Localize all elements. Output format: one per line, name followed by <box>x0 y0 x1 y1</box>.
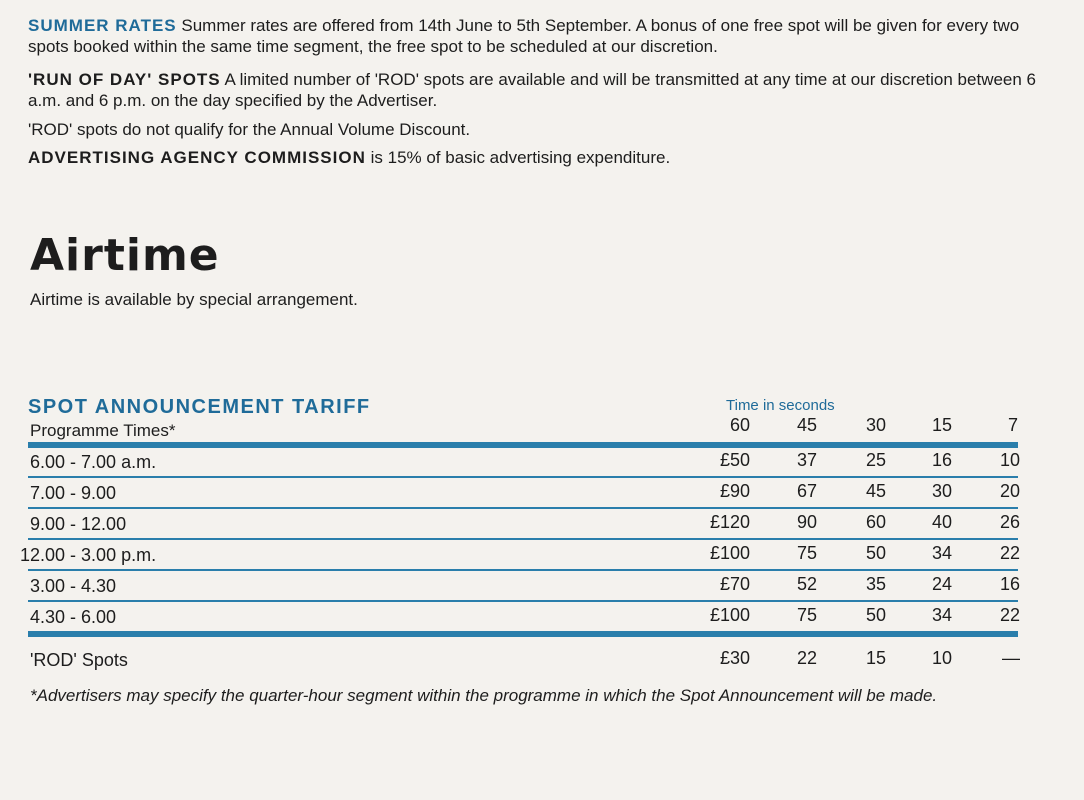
summer-rates-text: Summer rates are offered from 14th June to 5th September. A bonus of one free spot will be given for every two spots booked within the same time segment, the free spot to be scheduled at our discretion. <box>28 16 1020 56</box>
row-divider <box>28 538 1018 540</box>
rate-cell-7: 26 <box>999 512 1020 532</box>
rate-cell-60: £120 <box>709 512 750 532</box>
rate-cell-7: 20 <box>999 481 1020 501</box>
header-60: 60 <box>729 415 750 435</box>
table-row <box>0 572 1084 602</box>
header-7: 7 <box>1007 415 1018 435</box>
row-time-label: 4.30 - 6.00 <box>30 607 117 627</box>
rod-paragraph <box>28 69 1038 111</box>
time-in-seconds-caption: Time in seconds <box>726 397 835 414</box>
row-time-label: 6.00 - 7.00 a.m. <box>30 452 157 472</box>
airtime-logo <box>30 232 290 280</box>
rate-cell-30: 60 <box>865 512 886 532</box>
summer-rates-paragraph <box>28 15 1038 57</box>
row-time-label: 12.00 - 3.00 p.m. <box>20 545 157 565</box>
rod-row-label: 'ROD' Spots <box>30 650 128 670</box>
rate-cell-45: 75 <box>796 605 817 625</box>
table-row <box>0 448 1084 478</box>
table-row <box>0 510 1084 540</box>
rod-cell-60: £30 <box>719 648 750 668</box>
rod-note: 'ROD' spots do not qualify for the Annual Volume Discount. <box>28 120 471 139</box>
row-divider <box>28 476 1018 478</box>
table-row <box>0 479 1084 509</box>
table-row <box>0 603 1084 633</box>
rod-heading: 'RUN OF DAY' SPOTS <box>28 70 221 89</box>
table-row <box>0 541 1084 571</box>
rate-cell-7: 22 <box>999 543 1020 563</box>
row-time-label: 7.00 - 9.00 <box>30 483 117 503</box>
rate-cell-7: 10 <box>999 450 1020 470</box>
row-time-label: 9.00 - 12.00 <box>30 514 127 534</box>
rate-cell-45: 52 <box>796 574 817 594</box>
rate-cell-45: 67 <box>796 481 817 501</box>
rate-cell-15: 30 <box>931 481 952 501</box>
airtime-description: Airtime is available by special arrangement. <box>30 290 358 309</box>
tariff-title: SPOT ANNOUNCEMENT TARIFF <box>28 396 371 418</box>
programme-times-label: Programme Times* <box>30 421 176 440</box>
rate-cell-7: 16 <box>999 574 1020 594</box>
header-45: 45 <box>796 415 817 435</box>
row-time-label: 3.00 - 4.30 <box>30 576 117 596</box>
rate-cell-15: 34 <box>931 605 952 625</box>
commission-text: is 15% of basic advertising expenditure. <box>370 148 671 167</box>
rate-cell-45: 90 <box>796 512 817 532</box>
rod-cell-15: 10 <box>931 648 952 668</box>
rod-cell-7: — <box>1002 648 1020 668</box>
rod-cell-45: 22 <box>796 648 817 668</box>
rate-cell-60: £70 <box>719 574 750 594</box>
rate-cell-60: £100 <box>709 543 750 563</box>
rod-rule <box>28 631 1018 637</box>
rate-cell-15: 34 <box>931 543 952 563</box>
header-30: 30 <box>865 415 886 435</box>
rate-cell-30: 50 <box>865 543 886 563</box>
commission-paragraph <box>28 147 1038 168</box>
rate-cell-60: £100 <box>709 605 750 625</box>
commission-heading: ADVERTISING AGENCY COMMISSION <box>28 148 366 167</box>
row-divider <box>28 507 1018 509</box>
rate-cell-60: £50 <box>719 450 750 470</box>
rate-cell-30: 25 <box>865 450 886 470</box>
rate-cell-45: 75 <box>796 543 817 563</box>
rate-cell-60: £90 <box>719 481 750 501</box>
rate-cell-15: 40 <box>931 512 952 532</box>
row-divider <box>28 600 1018 602</box>
rod-cell-30: 15 <box>865 648 886 668</box>
rate-cell-7: 22 <box>999 605 1020 625</box>
row-divider <box>28 569 1018 571</box>
header-15: 15 <box>931 415 952 435</box>
rate-cell-30: 45 <box>865 481 886 501</box>
rate-cell-30: 35 <box>865 574 886 594</box>
rate-cell-45: 37 <box>796 450 817 470</box>
airtime-logo-text: Airtime <box>30 232 220 280</box>
rate-cell-15: 24 <box>931 574 952 594</box>
rod-text: A limited number of 'ROD' spots are available and will be transmitted at any time at our discretion between 6 a.m. and 6 p.m. on the day specified by the Advertiser. <box>28 70 1037 110</box>
footnote: *Advertisers may specify the quarter-hour segment within the programme in which the Spot Announcement will be made. <box>30 686 938 705</box>
rate-cell-30: 50 <box>865 605 886 625</box>
summer-rates-heading: SUMMER RATES <box>28 16 177 35</box>
rate-cell-15: 16 <box>931 450 952 470</box>
rod-row <box>0 646 1084 676</box>
